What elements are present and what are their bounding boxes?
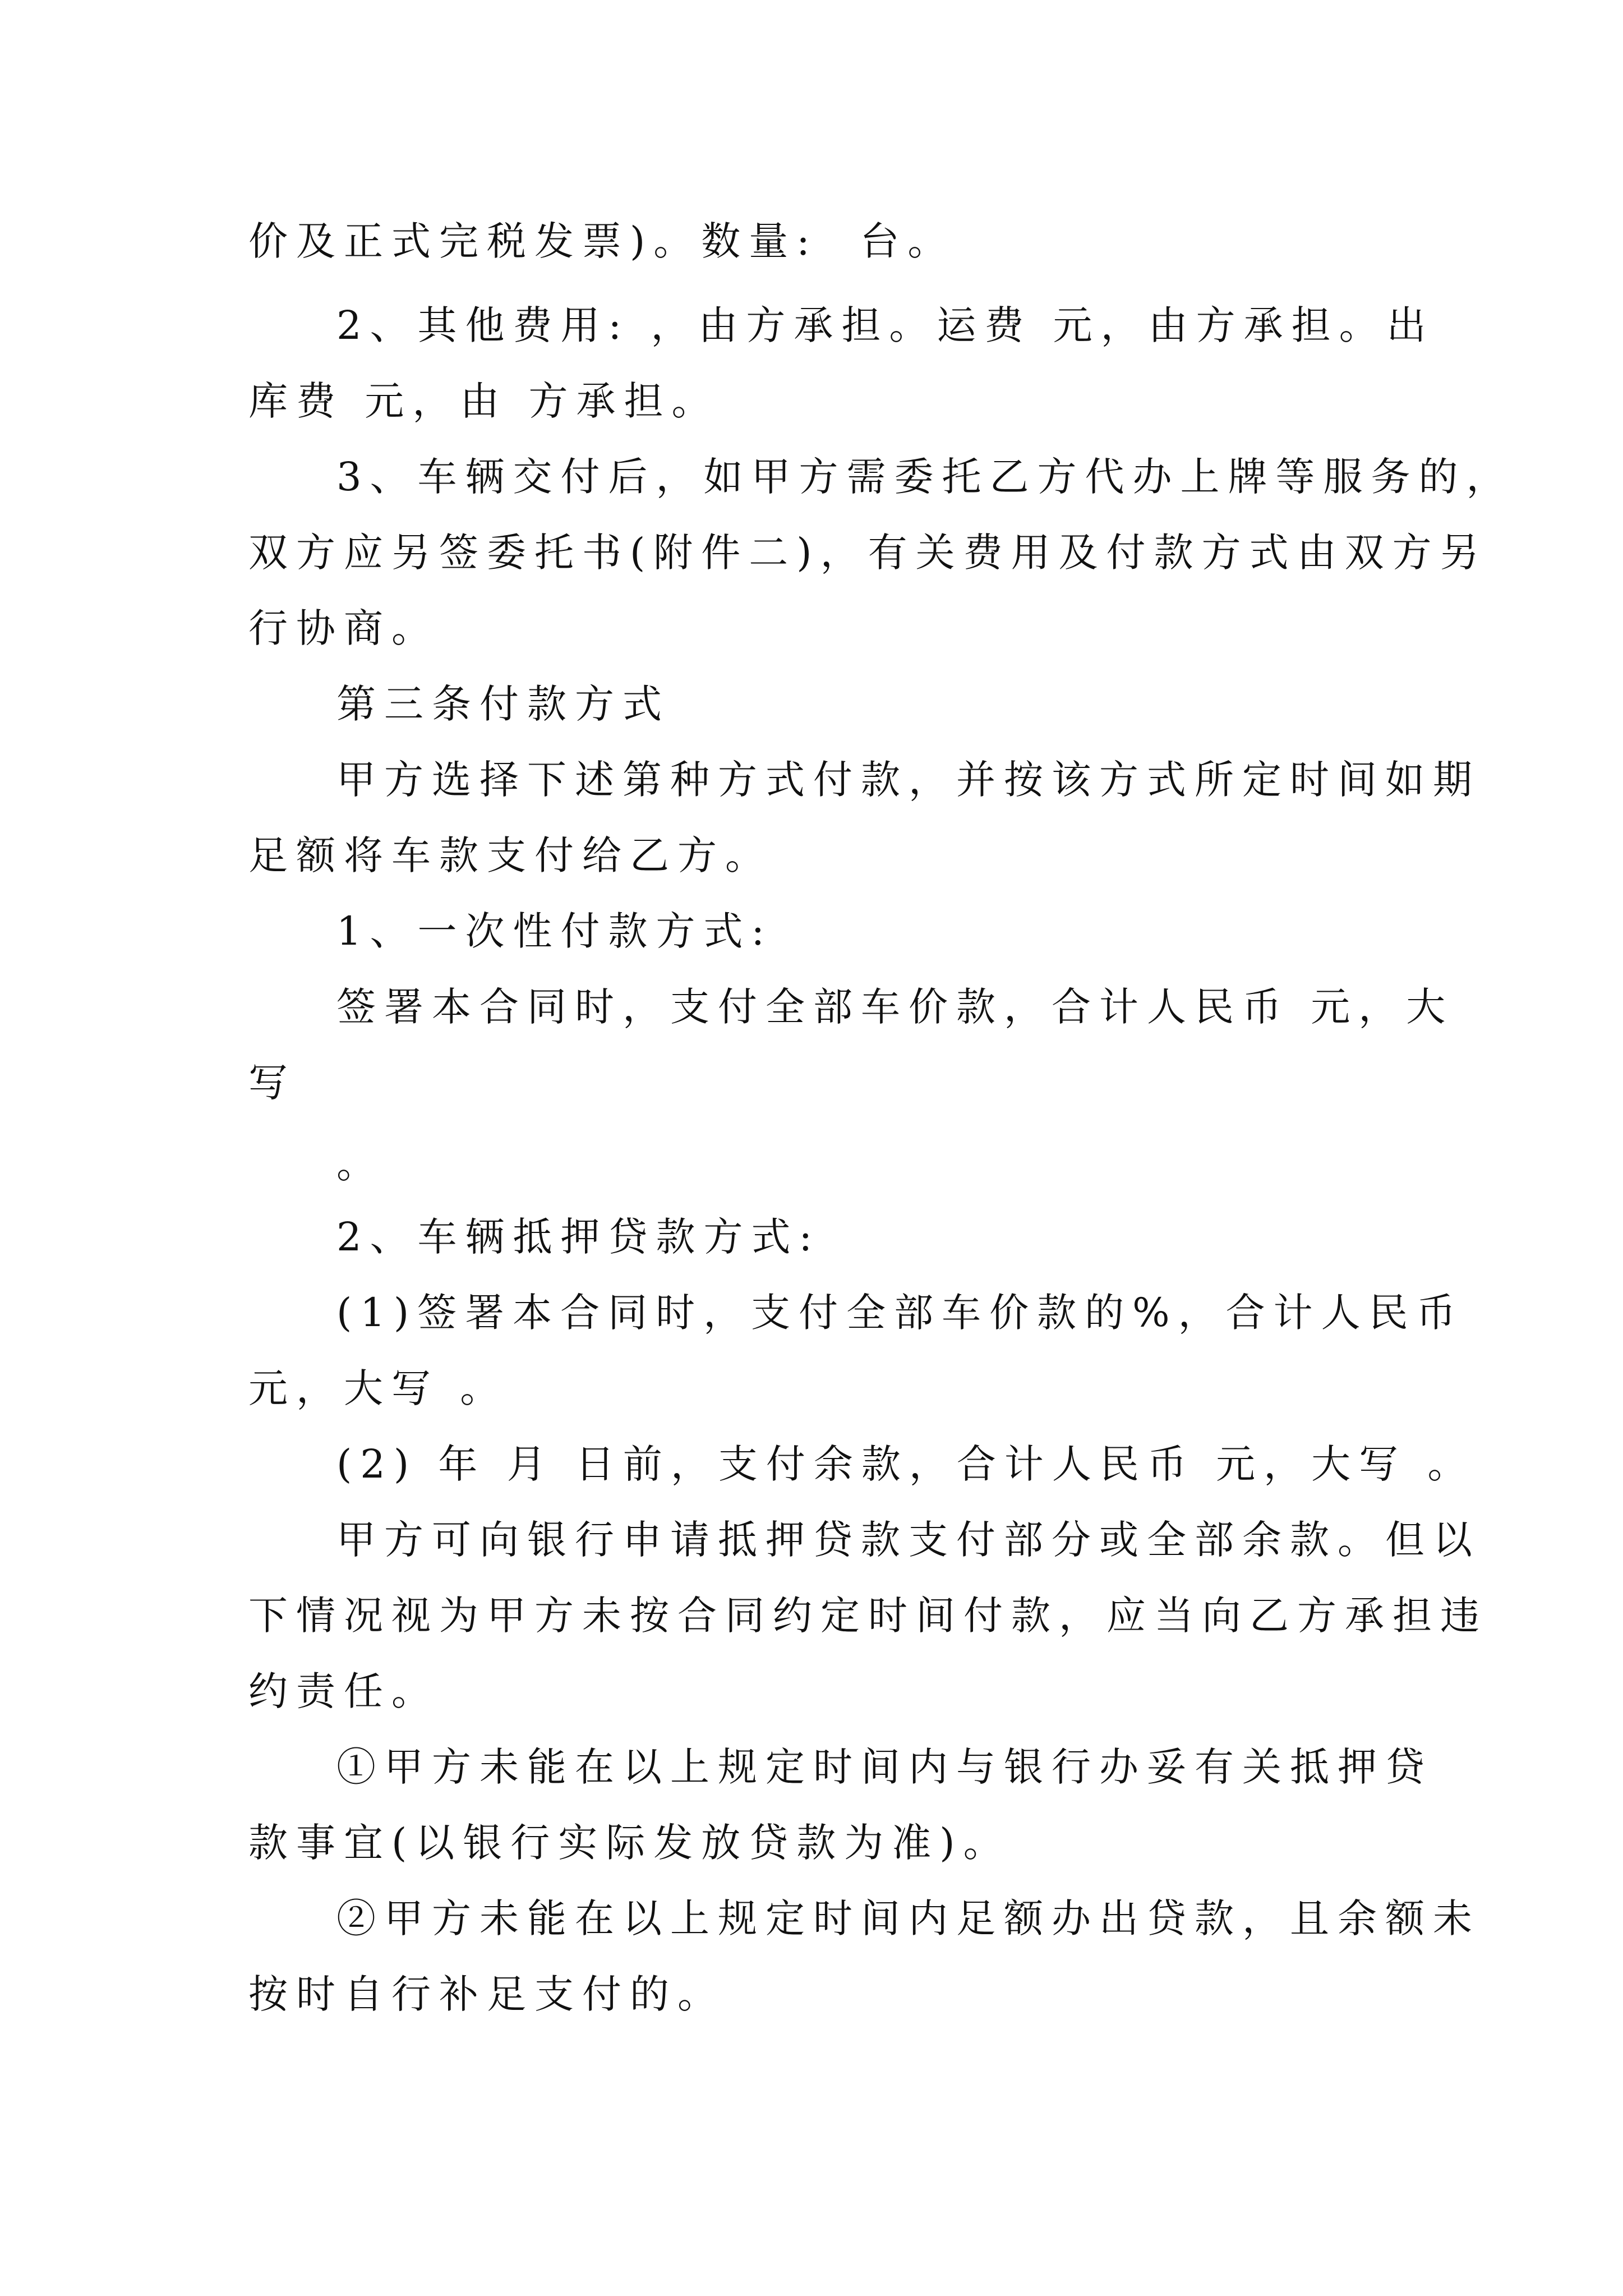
section-heading: 第三条付款方式 [336, 681, 670, 727]
text-line: 3、车辆交付后，如甲方需委托乙方代办上牌等服务的， [336, 454, 1514, 500]
text-line: 双方应另签委托书(附件二)，有关费用及付款方式由双方另 [248, 530, 1488, 576]
text-line: 行协商。 [248, 605, 439, 651]
text-line: 足额将车款支付给乙方。 [248, 832, 773, 878]
text-line: 约责任。 [248, 1668, 439, 1714]
text-line: 库费 元，由 方承担。 [248, 378, 720, 424]
text-line: 按时自行补足支付的。 [248, 1971, 725, 2017]
text-line: 下情况视为甲方未按合同约定时间付款，应当向乙方承担违 [248, 1593, 1488, 1639]
text-line: 2、车辆抵押贷款方式: [336, 1214, 821, 1260]
text-line: 价及正式完税发票)。数量: 台。 [248, 218, 956, 264]
text-line: 签署本合同时，支付全部车价款，合计人民币 元，大 [336, 984, 1454, 1030]
text-line: 写 [248, 1060, 296, 1106]
text-line: 2、其他费用: ，由方承担。运费 元，由方承担。出 [336, 302, 1435, 348]
text-line: ①甲方未能在以上规定时间内与银行办妥有关抵押贷 [336, 1744, 1433, 1790]
text-line: (2) 年 月 日前，支付余款，合计人民币 元，大写 。 [336, 1441, 1476, 1487]
text-line: 1、一次性付款方式: [336, 908, 773, 954]
text-line: (1)签署本合同时，支付全部车价款的%，合计人民币 [336, 1290, 1464, 1336]
text-line: 甲方选择下述第种方式付款，并按该方式所定时间如期 [336, 757, 1481, 803]
text-line: ②甲方未能在以上规定时间内足额办出贷款，且余额未 [336, 1895, 1481, 1941]
text-line: 款事宜(以银行实际发放贷款为准)。 [248, 1820, 1011, 1866]
text-line: 元，大写 。 [248, 1365, 508, 1411]
text-line: 甲方可向银行申请抵押贷款支付部分或全部余款。但以 [336, 1517, 1481, 1563]
text-line: 。 [336, 1141, 384, 1187]
